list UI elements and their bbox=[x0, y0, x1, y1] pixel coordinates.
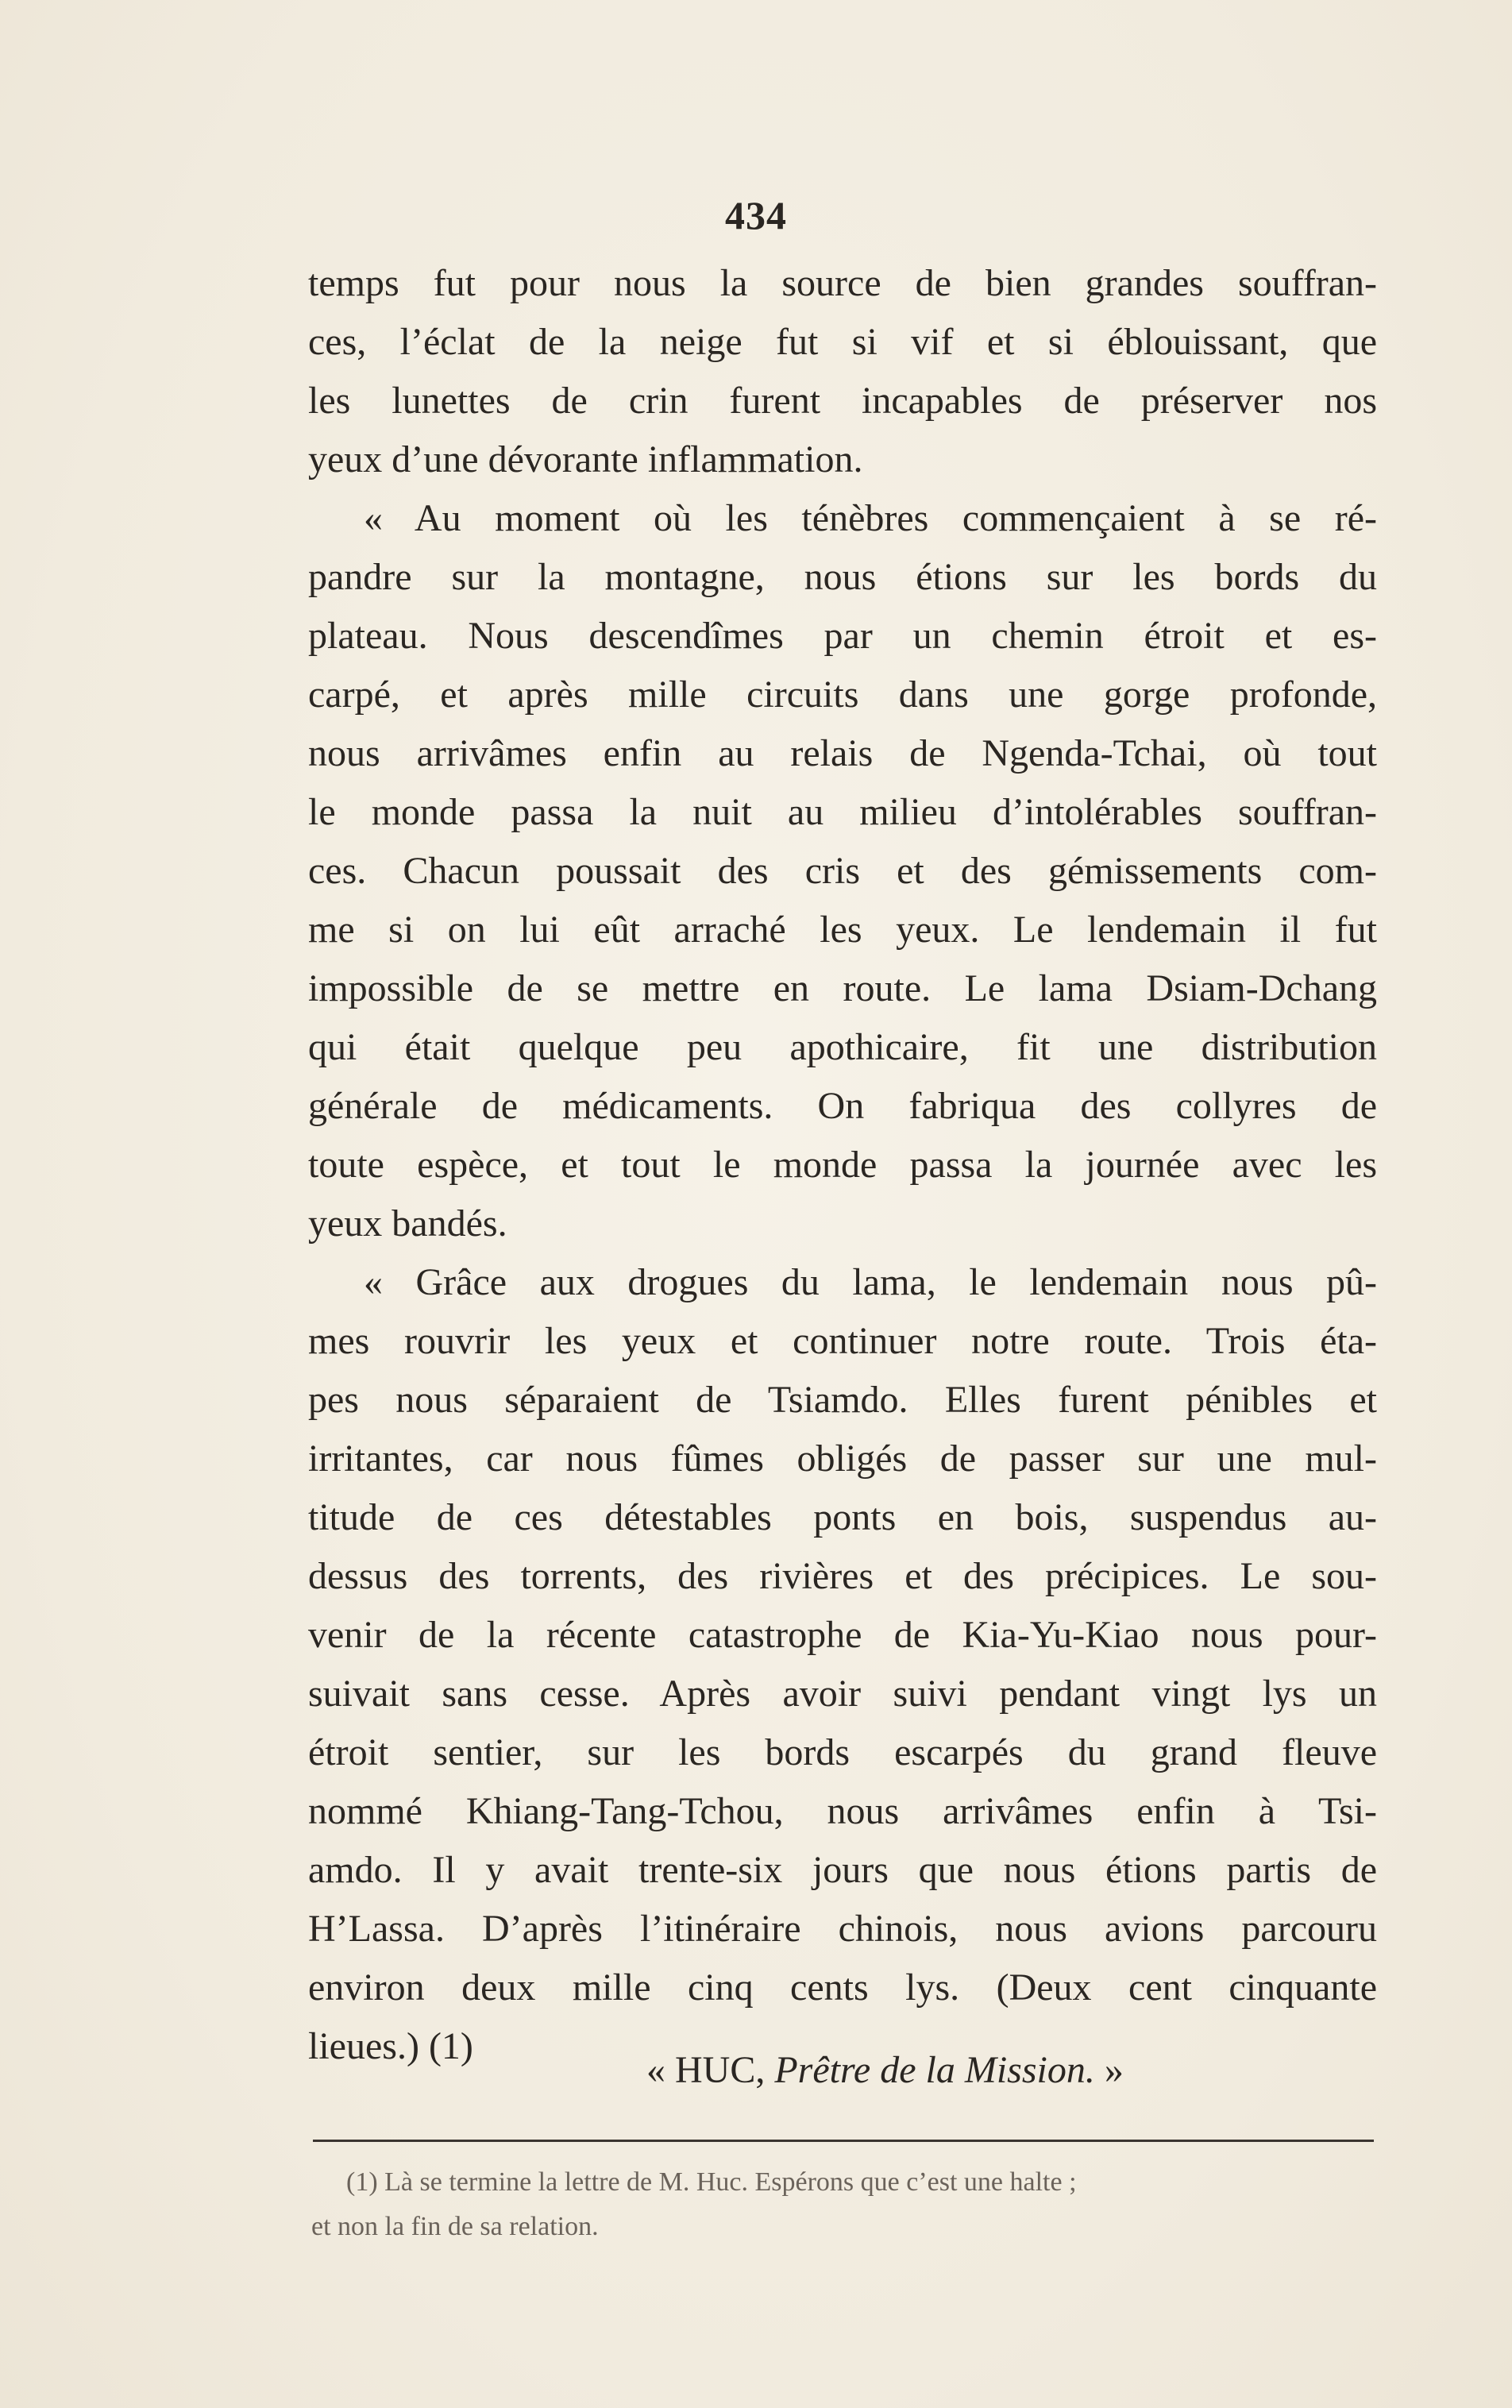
text-line: impossible de se mettre en route. Le lama Dsiam-Dchang bbox=[308, 967, 1377, 1009]
signature-title: Prêtre de la Mission. bbox=[774, 2049, 1095, 2091]
footnote-divider bbox=[313, 2140, 1374, 2142]
footnote-line: (1) Là se termine la lettre de M. Huc. Espérons que c’est une halte ; bbox=[346, 2167, 1077, 2197]
text-line: yeux d’une dévorante inflammation. bbox=[308, 438, 863, 480]
text-line: me si on lui eût arraché les yeux. Le lendemain il fut bbox=[308, 909, 1377, 951]
text-line: amdo. Il y avait trente-six jours que nous étions partis de bbox=[308, 1849, 1377, 1891]
page-number: 434 bbox=[725, 193, 787, 237]
text-line: nous arrivâmes enfin au relais de Ngenda-Tchai, où tout bbox=[308, 732, 1377, 774]
text-line: générale de médicaments. On fabriqua des collyres de bbox=[308, 1085, 1377, 1127]
signature-open-quote: « bbox=[646, 2049, 665, 2091]
text-line: titude de ces détestables ponts en bois, suspendus au- bbox=[308, 1496, 1377, 1538]
signature-name: HUC, bbox=[675, 2049, 766, 2091]
text-line: H’Lassa. D’après l’itinéraire chinois, nous avions parcouru bbox=[308, 1908, 1377, 1950]
body-text bbox=[308, 254, 1377, 2076]
text-line: yeux bandés. bbox=[308, 1202, 507, 1245]
text-line: dessus des torrents, des rivières et des précipices. Le sou- bbox=[308, 1555, 1377, 1597]
text-line: lieues.) (1) bbox=[308, 2025, 473, 2067]
footnote-line: et non la fin de sa relation. bbox=[311, 2212, 599, 2241]
text-line: pandre sur la montagne, nous étions sur les bords du bbox=[308, 556, 1377, 598]
text-line: suivait sans cesse. Après avoir suivi pendant vingt lys un bbox=[308, 1673, 1377, 1715]
footnote bbox=[311, 2160, 1363, 2249]
text-line: carpé, et après mille circuits dans une gorge profonde, bbox=[308, 673, 1377, 716]
text-line: environ deux mille cinq cents lys. (Deux cent cinquante bbox=[308, 1966, 1377, 2009]
text-line: qui était quelque peu apothicaire, fit une distribution bbox=[308, 1026, 1377, 1068]
text-line: toute espèce, et tout le monde passa la journée avec les bbox=[308, 1144, 1377, 1186]
text-line: le monde passa la nuit au milieu d’intolérables souffran- bbox=[308, 791, 1377, 833]
text-line: mes rouvrir les yeux et continuer notre route. Trois éta- bbox=[308, 1320, 1377, 1362]
text-line: « Grâce aux drogues du lama, le lendemain nous pû- bbox=[364, 1261, 1377, 1303]
signature-close-quote: » bbox=[1104, 2049, 1124, 2091]
text-line: pes nous séparaient de Tsiamdo. Elles furent pénibles et bbox=[308, 1379, 1377, 1421]
text-line: plateau. Nous descendîmes par un chemin étroit et es- bbox=[308, 615, 1377, 657]
text-line: étroit sentier, sur les bords escarpés du grand fleuve bbox=[308, 1731, 1377, 1773]
text-line: ces, l’éclat de la neige fut si vif et si éblouissant, que bbox=[308, 321, 1377, 363]
text-line: ces. Chacun poussait des cris et des gémissements com- bbox=[308, 850, 1377, 892]
text-line: temps fut pour nous la source de bien grandes souffran- bbox=[308, 262, 1377, 304]
text-line: venir de la récente catastrophe de Kia-Yu-Kiao nous pour- bbox=[308, 1614, 1377, 1656]
signature bbox=[646, 2041, 1124, 2100]
text-line: « Au moment où les ténèbres commençaient à se ré- bbox=[364, 497, 1377, 539]
text-line: irritantes, car nous fûmes obligés de passer sur une mul- bbox=[308, 1437, 1377, 1480]
text-line: les lunettes de crin furent incapables de préserver nos bbox=[308, 380, 1377, 422]
text-line: nommé Khiang-Tang-Tchou, nous arrivâmes enfin à Tsi- bbox=[308, 1790, 1377, 1832]
